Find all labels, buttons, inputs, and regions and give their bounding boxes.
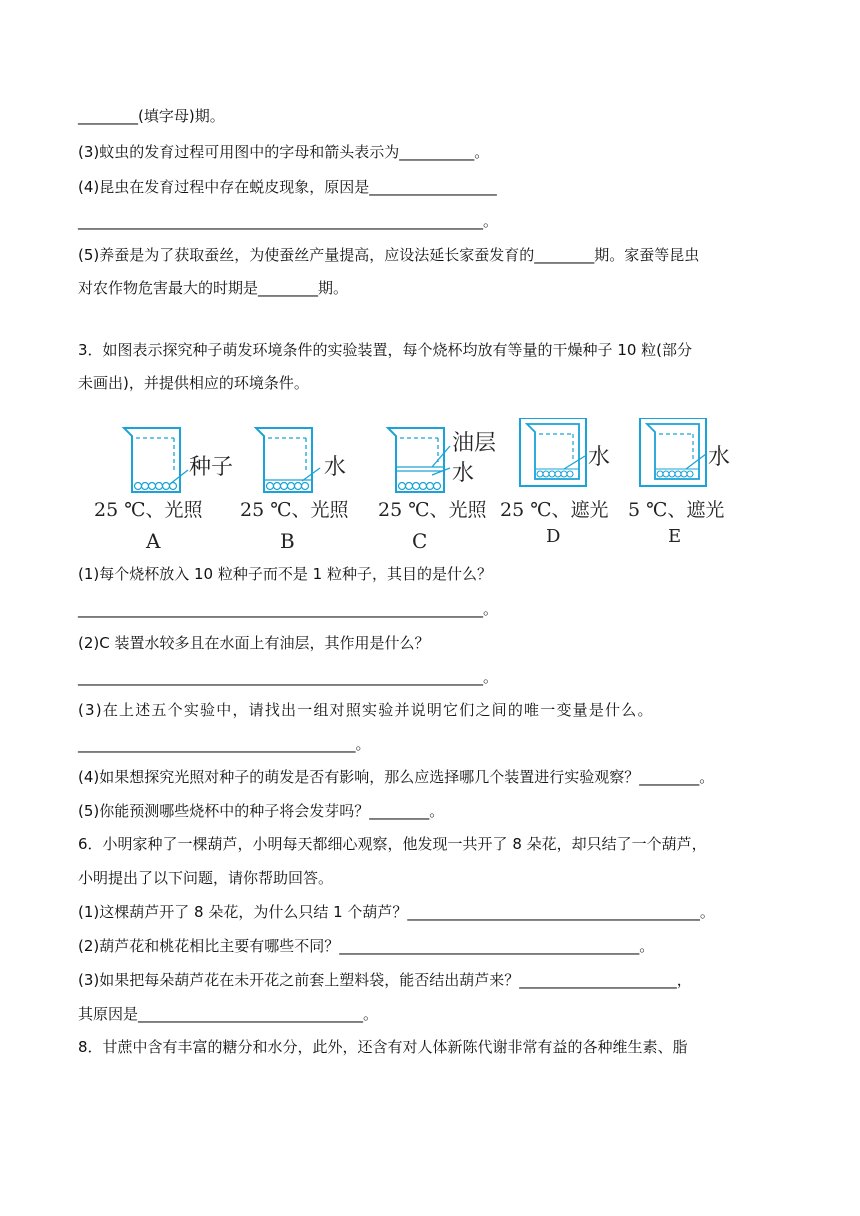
beaker-e-condition: 5 ℃、遮光 (628, 499, 725, 521)
q6-intro-line2: 小明提出了以下问题，请你帮助回答。 (78, 869, 334, 887)
q2-sub4-line1: (4)昆虫在发育过程中存在蜕皮现象，原因是_________________ (78, 178, 497, 196)
beaker-d-letter: D (546, 526, 561, 547)
q6-sub2: (2)葫芦花和桃花相比主要有哪些不同？________________________________________。 (78, 937, 655, 955)
beaker-e-letter: E (668, 526, 682, 547)
beaker-d-condition: 25 ℃、遮光 (500, 499, 609, 521)
q3-sub1-answer: ______________________________________________________。 (78, 600, 499, 618)
beaker-b (256, 428, 346, 492)
water-label-e: 水 (708, 445, 731, 470)
water-label-d: 水 (588, 445, 611, 470)
water-label-b: 水 (324, 455, 347, 480)
q3-sub5: (5)你能预测哪些烧杯中的种子将会发芽吗？________。 (78, 802, 445, 820)
q8-intro: 8．甘蔗中含有丰富的糖分和水分，此外，还含有对人体新陈代谢非常有益的各种维生素、脂 (78, 1038, 688, 1056)
q3-intro-line1: 3．如图表示探究种子萌发环境条件的实验装置，每个烧杯均放有等量的干燥种子 10 粒(部分 (78, 341, 693, 359)
beaker-c (388, 428, 496, 492)
q2-sub5-line2: 对农作物危害最大的时期是________期。 (78, 279, 349, 297)
q3-intro-line2: 未画出)，并提供相应的环境条件。 (78, 374, 309, 392)
water-label-c: 水 (452, 461, 475, 486)
q3-sub2-question: (2)C 装置水较多且在水面上有油层，其作用是什么？ (78, 634, 430, 652)
q3-sub1-question: (1)每个烧杯放入 10 粒种子而不是 1 粒种子，其目的是什么？ (78, 565, 492, 583)
beaker-d (520, 418, 610, 486)
q2-sub5-line1: (5)养蚕是为了获取蚕丝，为使蚕丝产量提高，应设法延长家蚕发育的________期。家蚕等昆虫 (78, 246, 700, 264)
seed-label: 种子 (189, 455, 234, 480)
beaker-c-condition: 25 ℃、光照 (378, 499, 487, 521)
oil-label: 油层 (452, 431, 497, 456)
beaker-b-letter: B (280, 529, 295, 553)
q2-sub4-line2: ______________________________________________________。 (78, 212, 499, 230)
q6-sub3-line1: (3)如果把每朵葫芦花在未开花之前套上塑料袋，能否结出葫芦来？_____________________， (78, 971, 692, 989)
beaker-a (124, 428, 233, 492)
q3-sub2-answer: ______________________________________________________。 (78, 668, 499, 686)
beaker-c-letter: C (412, 529, 428, 553)
q2-sub3: (3)蚊虫的发育过程可用图中的字母和箭头表示为__________。 (78, 143, 490, 161)
q2-continued-line: ________(填字母)期。 (78, 107, 225, 125)
q6-sub3-line2: 其原因是______________________________。 (78, 1005, 379, 1023)
beaker-b-condition: 25 ℃、光照 (240, 499, 349, 521)
q3-sub3-answer: _____________________________________。 (78, 735, 371, 753)
q6-intro-line1: 6．小明家种了一棵葫芦，小明每天都细心观察，他发现一共开了 8 朵花，却只结了一个葫芦， (78, 835, 707, 853)
beaker-a-letter: A (146, 529, 161, 553)
q3-sub3-question: (3)在上述五个实验中，请找出一组对照实验并说明它们之间的唯一变量是什么。 (78, 701, 654, 719)
beaker-a-condition: 25 ℃、光照 (94, 499, 203, 521)
q6-sub1: (1)这棵葫芦开了 8 朵花，为什么只结 1 个葫芦？_______________________________________。 (78, 903, 715, 921)
seed-germination-figure (88, 418, 748, 553)
q3-sub4: (4)如果想探究光照对种子的萌发是否有影响，那么应选择哪几个装置进行实验观察？________。 (78, 768, 715, 786)
beaker-e (640, 418, 730, 486)
